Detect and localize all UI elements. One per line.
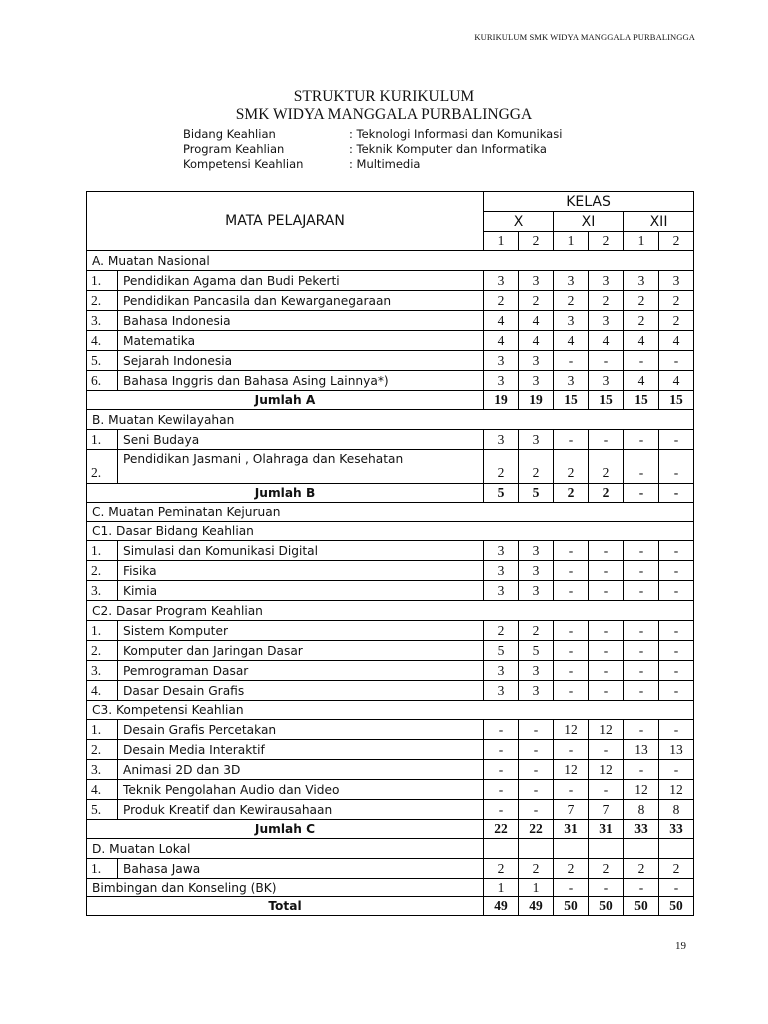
subsection-title: C3. Kompetensi Keahlian [87,701,694,720]
value-cell: 2 [624,291,659,311]
row-number: 3. [87,311,118,331]
section-title-row [87,410,694,430]
value-cell: 2 [589,484,624,503]
value-cell: 3 [484,561,519,581]
empty-cell [484,839,519,859]
section-title-row [87,251,694,271]
table-row [87,740,694,760]
empty-cell [519,839,554,859]
subject-name: Pendidikan Agama dan Budi Pekerti [118,271,484,291]
value-cell: - [589,641,624,661]
meta-value: : Teknologi Informasi dan Komunikasi [349,127,563,141]
row-number: 1. [87,621,118,641]
value-cell: 49 [519,897,554,916]
value-cell: 4 [624,371,659,391]
semester-header: 2 [659,232,694,251]
row-number: 2. [87,450,118,484]
table-row [87,541,694,561]
value-cell: 3 [554,371,589,391]
row-number: 4. [87,331,118,351]
value-cell: - [659,661,694,681]
value-cell: 3 [589,271,624,291]
row-number: 1. [87,541,118,561]
value-cell: 4 [484,331,519,351]
value-cell: 2 [554,291,589,311]
subject-name: Bahasa Inggris dan Bahasa Asing Lainnya*) [118,371,484,391]
value-cell: - [624,661,659,681]
section-title: A. Muatan Nasional [87,251,694,271]
value-cell: 2 [624,311,659,331]
section-title: D. Muatan Lokal [87,839,484,859]
value-cell: - [624,484,659,503]
value-cell: 3 [484,371,519,391]
subsection-title-row [87,701,694,720]
value-cell: 2 [589,859,624,879]
total-label: Jumlah C [87,820,484,839]
total-row [87,484,694,503]
value-cell: - [554,351,589,371]
value-cell: - [554,879,589,897]
value-cell: - [554,681,589,701]
subject-name: Komputer dan Jaringan Dasar [118,641,484,661]
empty-cell [589,839,624,859]
value-cell: - [624,641,659,661]
subject-name: Pendidikan Pancasila dan Kewarganegaraan [118,291,484,311]
value-cell: 13 [624,740,659,760]
section-title-row [87,503,694,522]
empty-cell [659,839,694,859]
value-cell: - [554,641,589,661]
value-cell: - [589,661,624,681]
value-cell: 2 [659,291,694,311]
value-cell: - [659,541,694,561]
value-cell: 2 [484,291,519,311]
total-label: Jumlah A [87,391,484,410]
table-row [87,621,694,641]
value-cell: 3 [589,311,624,331]
bk-row [87,879,694,897]
value-cell: 50 [624,897,659,916]
value-cell: 2 [484,450,519,484]
value-cell: - [624,581,659,601]
value-cell: - [624,351,659,371]
value-cell: - [624,760,659,780]
subsection-title-row [87,522,694,541]
table-row [87,780,694,800]
value-cell: 31 [589,820,624,839]
value-cell: 3 [519,661,554,681]
value-cell: - [659,681,694,701]
value-cell: 15 [589,391,624,410]
value-cell: 3 [484,681,519,701]
value-cell: 15 [624,391,659,410]
value-cell: 4 [589,331,624,351]
value-cell: - [624,430,659,450]
value-cell: 22 [484,820,519,839]
section-title-row [87,839,694,859]
value-cell: - [484,800,519,820]
value-cell: - [589,430,624,450]
subsection-title-row [87,601,694,621]
value-cell: 1 [484,879,519,897]
value-cell: 2 [624,859,659,879]
value-cell: - [519,780,554,800]
value-cell: 4 [659,371,694,391]
subject-name: Bahasa Indonesia [118,311,484,331]
meta-label: Kompetensi Keahlian [183,157,304,171]
value-cell: 3 [484,271,519,291]
row-number: 1. [87,271,118,291]
value-cell: 3 [554,271,589,291]
value-cell: - [554,621,589,641]
value-cell: - [624,541,659,561]
value-cell: 3 [484,541,519,561]
value-cell: - [554,780,589,800]
subject-name: Animasi 2D dan 3D [118,760,484,780]
empty-cell [624,839,659,859]
title-block [0,88,768,124]
table-row [87,291,694,311]
value-cell: 19 [484,391,519,410]
row-number: 2. [87,740,118,760]
subject-name: Seni Budaya [118,430,484,450]
value-cell: 22 [519,820,554,839]
table-row [87,859,694,879]
value-cell: 5 [519,641,554,661]
section-title: C. Muatan Peminatan Kejuruan [87,503,694,522]
value-cell: - [519,740,554,760]
value-cell: 19 [519,391,554,410]
value-cell: - [589,561,624,581]
table-row [87,681,694,701]
page-subtitle: SMK WIDYA MANGGALA PURBALINGGA [235,106,533,123]
subject-name: Simulasi dan Komunikasi Digital [118,541,484,561]
value-cell: 3 [519,681,554,701]
row-number: 2. [87,561,118,581]
value-cell: - [624,621,659,641]
value-cell: 3 [589,371,624,391]
value-cell: 50 [659,897,694,916]
value-cell: 2 [554,450,589,484]
value-cell: 4 [519,311,554,331]
value-cell: 2 [589,291,624,311]
subject-name: Fisika [118,561,484,581]
page-number: 19 [675,940,686,952]
subject-name: Teknik Pengolahan Audio dan Video [118,780,484,800]
value-cell: 12 [554,760,589,780]
value-cell: - [589,351,624,371]
subject-name: Produk Kreatif dan Kewirausahaan [118,800,484,820]
table-row [87,800,694,820]
value-cell: 15 [659,391,694,410]
table-row [87,311,694,331]
value-cell: - [554,581,589,601]
value-cell: 4 [484,311,519,331]
value-cell: 2 [554,859,589,879]
value-cell: - [519,760,554,780]
value-cell: - [589,681,624,701]
subject-name: Pemrograman Dasar [118,661,484,681]
row-number: 1. [87,720,118,740]
meta-value: : Multimedia [349,157,421,171]
table-row [87,661,694,681]
grade-header: X [484,212,554,232]
table-row [87,561,694,581]
value-cell: 3 [519,351,554,371]
bk-label: Bimbingan dan Konseling (BK) [87,879,484,897]
empty-cell [554,839,589,859]
value-cell: - [554,561,589,581]
subject-name: Bahasa Jawa [118,859,484,879]
value-cell: 2 [519,859,554,879]
row-number: 4. [87,780,118,800]
total-label: Total [87,897,484,916]
row-number: 2. [87,291,118,311]
value-cell: 12 [554,720,589,740]
value-cell: - [484,780,519,800]
value-cell: - [659,351,694,371]
value-cell: 3 [519,371,554,391]
subject-header: MATA PELAJARAN [87,192,484,251]
table-row [87,450,694,484]
semester-header: 1 [624,232,659,251]
total-row [87,897,694,916]
semester-header: 2 [589,232,624,251]
value-cell: - [659,760,694,780]
value-cell: - [659,450,694,484]
table-row [87,760,694,780]
row-number: 3. [87,661,118,681]
value-cell: 3 [519,271,554,291]
value-cell: 8 [624,800,659,820]
value-cell: - [589,780,624,800]
value-cell: 12 [659,780,694,800]
value-cell: 4 [554,331,589,351]
value-cell: 2 [519,621,554,641]
value-cell: 3 [519,430,554,450]
value-cell: 2 [484,859,519,879]
value-cell: - [519,720,554,740]
value-cell: - [484,740,519,760]
row-number: 1. [87,859,118,879]
table-row [87,351,694,371]
row-number: 1. [87,430,118,450]
value-cell: - [659,561,694,581]
value-cell: 50 [554,897,589,916]
total-row [87,391,694,410]
row-number: 4. [87,681,118,701]
section-title: B. Muatan Kewilayahan [87,410,694,430]
row-number: 2. [87,641,118,661]
semester-header: 2 [519,232,554,251]
subject-name: Kimia [118,581,484,601]
subject-name: Matematika [118,331,484,351]
row-number: 5. [87,800,118,820]
value-cell: - [624,681,659,701]
meta-label: Program Keahlian [183,142,285,156]
value-cell: 3 [484,661,519,681]
value-cell: 2 [659,859,694,879]
row-number: 3. [87,581,118,601]
value-cell: 12 [624,780,659,800]
curriculum-table [86,191,694,916]
total-row [87,820,694,839]
value-cell: 2 [589,450,624,484]
value-cell: 13 [659,740,694,760]
value-cell: 50 [589,897,624,916]
value-cell: 7 [554,800,589,820]
value-cell: - [554,541,589,561]
row-number: 3. [87,760,118,780]
value-cell: 2 [519,450,554,484]
value-cell: 3 [484,351,519,371]
value-cell: - [659,879,694,897]
value-cell: 3 [519,561,554,581]
value-cell: 33 [624,820,659,839]
subject-name: Pendidikan Jasmani , Olahraga dan Kesehatan [118,450,484,484]
kelas-header: KELAS [484,192,694,212]
value-cell: - [484,720,519,740]
value-cell: - [589,740,624,760]
row-number: 5. [87,351,118,371]
value-cell: 3 [519,541,554,561]
table-row [87,331,694,351]
value-cell: 2 [484,621,519,641]
table-row [87,430,694,450]
row-number: 6. [87,371,118,391]
value-cell: 3 [659,271,694,291]
subject-name: Desain Media Interaktif [118,740,484,760]
value-cell: 3 [519,581,554,601]
value-cell: 2 [554,484,589,503]
value-cell: - [484,760,519,780]
value-cell: - [659,581,694,601]
value-cell: 8 [659,800,694,820]
value-cell: - [659,430,694,450]
table-row [87,720,694,740]
value-cell: 2 [659,311,694,331]
value-cell: 2 [519,291,554,311]
value-cell: 3 [624,271,659,291]
value-cell: - [659,484,694,503]
value-cell: 4 [519,331,554,351]
semester-header: 1 [484,232,519,251]
value-cell: 33 [659,820,694,839]
semester-header: 1 [554,232,589,251]
running-header: KURIKULUM SMK WIDYA MANGGALA PURBALINGGA [474,32,695,42]
page-title: STRUKTUR KURIKULUM [293,88,475,105]
value-cell: - [659,720,694,740]
meta-label: Bidang Keahlian [183,127,276,141]
value-cell: - [519,800,554,820]
table-row [87,271,694,291]
value-cell: 5 [519,484,554,503]
value-cell: - [659,641,694,661]
value-cell: 3 [484,430,519,450]
value-cell: 1 [519,879,554,897]
value-cell: 3 [484,581,519,601]
grade-header: XII [624,212,694,232]
value-cell: 31 [554,820,589,839]
value-cell: - [659,621,694,641]
value-cell: 12 [589,760,624,780]
value-cell: - [589,879,624,897]
table-row [87,641,694,661]
subject-name: Sejarah Indonesia [118,351,484,371]
grade-header: XI [554,212,624,232]
subject-name: Dasar Desain Grafis [118,681,484,701]
table-row [87,371,694,391]
subsection-title: C2. Dasar Program Keahlian [87,601,694,621]
value-cell: - [624,720,659,740]
value-cell: - [624,879,659,897]
value-cell: - [624,561,659,581]
meta-value: : Teknik Komputer dan Informatika [349,142,547,156]
value-cell: - [624,450,659,484]
value-cell: 4 [624,331,659,351]
value-cell: 5 [484,484,519,503]
table-row [87,581,694,601]
value-cell: - [589,621,624,641]
value-cell: 4 [659,331,694,351]
value-cell: 7 [589,800,624,820]
value-cell: 3 [554,311,589,331]
value-cell: 15 [554,391,589,410]
value-cell: - [554,740,589,760]
value-cell: - [554,430,589,450]
value-cell: 5 [484,641,519,661]
value-cell: - [589,541,624,561]
value-cell: 12 [589,720,624,740]
subject-name: Desain Grafis Percetakan [118,720,484,740]
value-cell: 49 [484,897,519,916]
subject-name: Sistem Komputer [118,621,484,641]
total-label: Jumlah B [87,484,484,503]
value-cell: - [554,661,589,681]
value-cell: - [589,581,624,601]
subsection-title: C1. Dasar Bidang Keahlian [87,522,694,541]
